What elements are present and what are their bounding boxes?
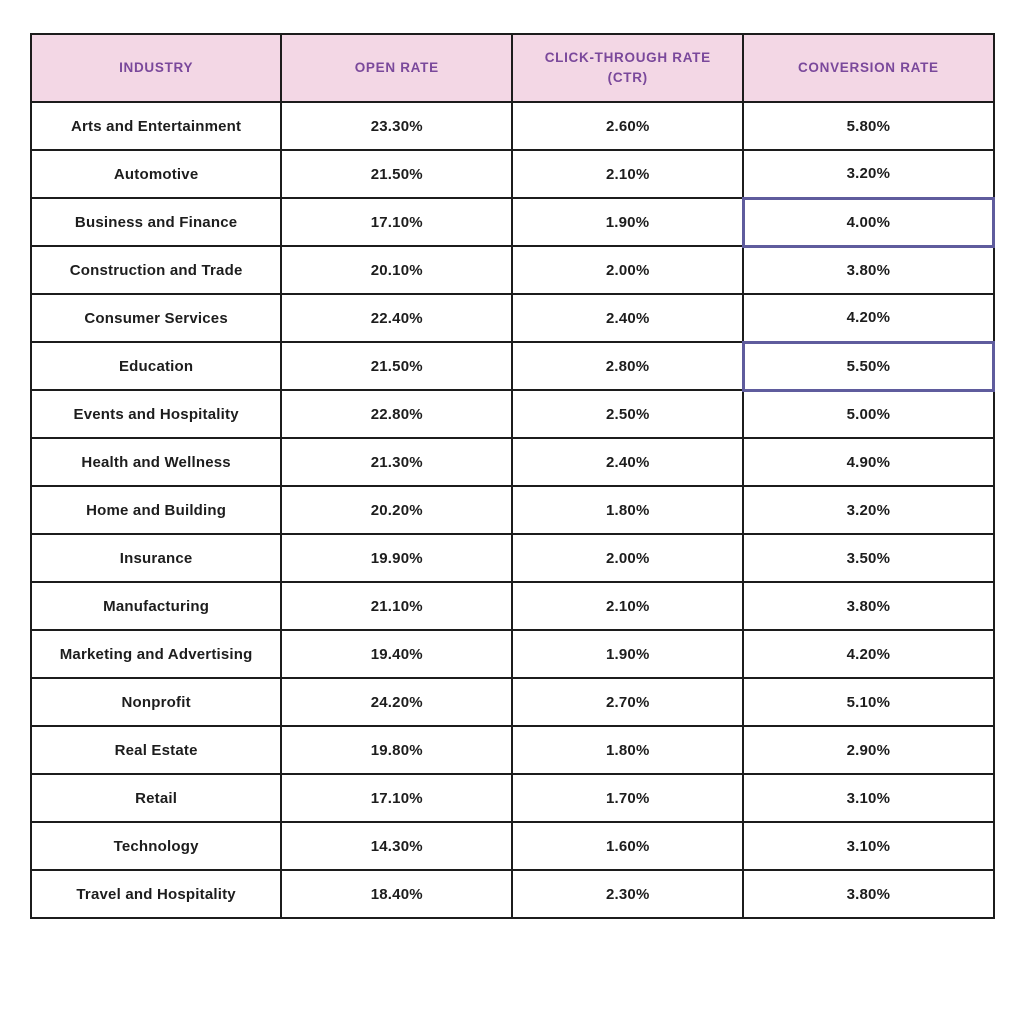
cell-conversion-rate[interactable]: 3.10% <box>743 822 993 870</box>
cell-open-rate[interactable]: 21.10% <box>281 582 512 630</box>
cell-conversion-rate[interactable]: 4.20% <box>743 294 993 342</box>
cell-open-rate[interactable]: 22.80% <box>281 390 512 438</box>
header-label: CLICK-THROUGH RATE <box>544 50 711 66</box>
header-sublabel: (CTR) <box>607 70 648 85</box>
cell-ctr[interactable]: 2.60% <box>512 102 743 150</box>
cell-open-rate[interactable]: 22.40% <box>281 294 512 342</box>
cell-conversion-rate[interactable]: 3.20% <box>743 150 993 198</box>
table-row <box>31 870 994 918</box>
cell-open-rate[interactable]: 17.10% <box>281 774 512 822</box>
cell-industry[interactable]: Education <box>31 342 281 390</box>
header-label: OPEN RATE <box>354 60 439 76</box>
cell-ctr[interactable]: 2.70% <box>512 678 743 726</box>
cell-ctr[interactable]: 1.60% <box>512 822 743 870</box>
cell-conversion-rate[interactable]: 3.80% <box>743 870 993 918</box>
cell-conversion-rate[interactable]: 5.50% <box>743 342 993 390</box>
cell-open-rate[interactable]: 21.30% <box>281 438 512 486</box>
cell-ctr[interactable]: 2.00% <box>512 534 743 582</box>
cell-industry[interactable]: Construction and Trade <box>31 246 281 294</box>
cell-conversion-rate[interactable]: 3.50% <box>743 534 993 582</box>
cell-conversion-rate[interactable]: 3.20% <box>743 486 993 534</box>
cell-industry[interactable]: Health and Wellness <box>31 438 281 486</box>
cell-open-rate[interactable]: 17.10% <box>281 198 512 246</box>
table-row <box>31 102 994 150</box>
cell-industry[interactable]: Manufacturing <box>31 582 281 630</box>
header-label: INDUSTRY <box>119 60 194 76</box>
cell-ctr[interactable]: 1.80% <box>512 726 743 774</box>
cell-industry[interactable]: Real Estate <box>31 726 281 774</box>
table-row <box>31 678 994 726</box>
cell-industry[interactable]: Technology <box>31 822 281 870</box>
cell-ctr[interactable]: 2.40% <box>512 438 743 486</box>
cell-industry[interactable]: Arts and Entertainment <box>31 102 281 150</box>
table-row <box>31 438 994 486</box>
header-cell-conversion-rate[interactable] <box>743 34 993 102</box>
industry-email-rates-table <box>30 33 995 919</box>
cell-open-rate[interactable]: 24.20% <box>281 678 512 726</box>
cell-open-rate[interactable]: 19.40% <box>281 630 512 678</box>
table-row <box>31 726 994 774</box>
table-row <box>31 342 994 390</box>
cell-open-rate[interactable]: 19.80% <box>281 726 512 774</box>
cell-industry[interactable]: Consumer Services <box>31 294 281 342</box>
cell-industry[interactable]: Events and Hospitality <box>31 390 281 438</box>
cell-industry[interactable]: Nonprofit <box>31 678 281 726</box>
cell-open-rate[interactable]: 18.40% <box>281 870 512 918</box>
table-row <box>31 822 994 870</box>
cell-open-rate[interactable]: 20.20% <box>281 486 512 534</box>
cell-conversion-rate[interactable]: 4.00% <box>743 198 993 246</box>
cell-ctr[interactable]: 1.90% <box>512 198 743 246</box>
cell-ctr[interactable]: 1.70% <box>512 774 743 822</box>
cell-ctr[interactable]: 2.10% <box>512 582 743 630</box>
table-row <box>31 630 994 678</box>
cell-conversion-rate[interactable]: 5.10% <box>743 678 993 726</box>
table-row <box>31 390 994 438</box>
cell-ctr[interactable]: 2.50% <box>512 390 743 438</box>
cell-conversion-rate[interactable]: 5.00% <box>743 390 993 438</box>
table-row <box>31 534 994 582</box>
cell-ctr[interactable]: 1.80% <box>512 486 743 534</box>
cell-ctr[interactable]: 2.80% <box>512 342 743 390</box>
cell-ctr[interactable]: 1.90% <box>512 630 743 678</box>
cell-open-rate[interactable]: 23.30% <box>281 102 512 150</box>
cell-conversion-rate[interactable]: 2.90% <box>743 726 993 774</box>
cell-industry[interactable]: Travel and Hospitality <box>31 870 281 918</box>
header-cell-open-rate[interactable] <box>281 34 512 102</box>
cell-conversion-rate[interactable]: 4.20% <box>743 630 993 678</box>
cell-ctr[interactable]: 2.10% <box>512 150 743 198</box>
header-cell-click-through-rate[interactable] <box>512 34 743 102</box>
header-label: CONVERSION RATE <box>797 60 939 76</box>
cell-open-rate[interactable]: 21.50% <box>281 342 512 390</box>
cell-industry[interactable]: Marketing and Advertising <box>31 630 281 678</box>
cell-conversion-rate[interactable]: 5.80% <box>743 102 993 150</box>
cell-ctr[interactable]: 2.40% <box>512 294 743 342</box>
header-cell-industry[interactable] <box>31 34 281 102</box>
table-row <box>31 246 994 294</box>
table-row <box>31 582 994 630</box>
cell-conversion-rate[interactable]: 3.80% <box>743 246 993 294</box>
table-row <box>31 198 994 246</box>
table-row <box>31 294 994 342</box>
cell-industry[interactable]: Automotive <box>31 150 281 198</box>
table-row <box>31 774 994 822</box>
table-row <box>31 150 994 198</box>
cell-open-rate[interactable]: 20.10% <box>281 246 512 294</box>
cell-conversion-rate[interactable]: 3.80% <box>743 582 993 630</box>
cell-open-rate[interactable]: 21.50% <box>281 150 512 198</box>
table-row <box>31 486 994 534</box>
cell-industry[interactable]: Retail <box>31 774 281 822</box>
cell-industry[interactable]: Insurance <box>31 534 281 582</box>
cell-open-rate[interactable]: 19.90% <box>281 534 512 582</box>
cell-conversion-rate[interactable]: 4.90% <box>743 438 993 486</box>
cell-industry[interactable]: Home and Building <box>31 486 281 534</box>
cell-ctr[interactable]: 2.00% <box>512 246 743 294</box>
cell-conversion-rate[interactable]: 3.10% <box>743 774 993 822</box>
cell-industry[interactable]: Business and Finance <box>31 198 281 246</box>
header-row <box>31 34 994 102</box>
cell-ctr[interactable]: 2.30% <box>512 870 743 918</box>
cell-open-rate[interactable]: 14.30% <box>281 822 512 870</box>
table-body <box>31 102 994 918</box>
